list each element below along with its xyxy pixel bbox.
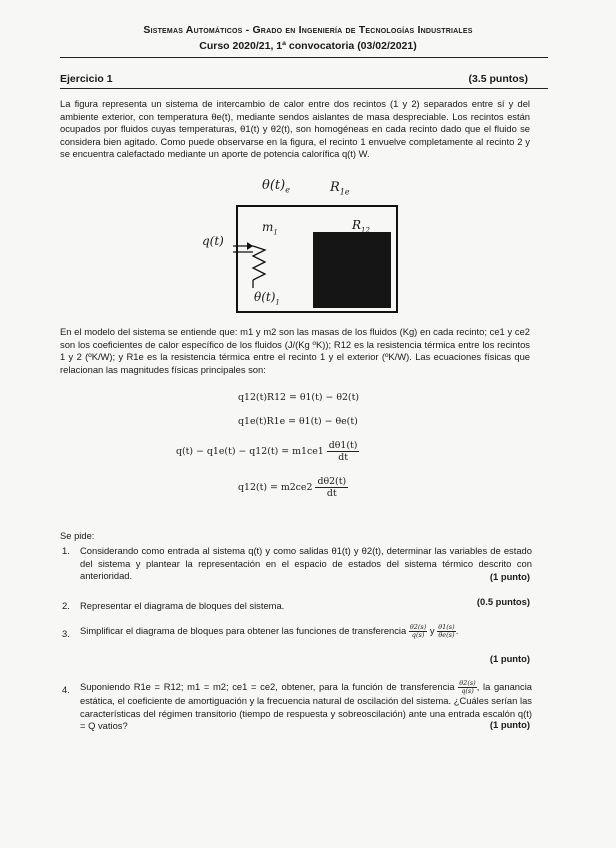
- equation-3: q(t) − q1e(t) − q12(t) = m1ce1 $\frac{d\theta 1(t)}{dt}$: [176, 440, 358, 463]
- exercise-points: (3.5 puntos): [468, 73, 528, 85]
- question-2-number: 2.: [62, 600, 70, 611]
- question-1-points: (1 punto): [489, 571, 530, 582]
- enclosure-2: [313, 232, 391, 308]
- question-4-number: 4.: [62, 684, 70, 695]
- label-r1e: $R_{1e}$: [330, 180, 350, 197]
- tf-theta2-q: $\frac{\theta 2(s)}{q(s)}$: [409, 623, 427, 640]
- question-1-number: 1.: [62, 545, 70, 556]
- label-theta1: $\theta(t)_1$: [254, 290, 280, 307]
- equation-4: q12(t) = m2ce2 $\frac{d\theta 2(t)}{dt}$: [238, 476, 347, 499]
- intro-paragraph: La figura representa un sistema de intercambio de calor entre dos recintos (1 y 2) separados entre sí y del ambiente exterior, con temperatura θe(t), mediante sendos aislantes de masa despreciable. Los recintos están ocupados por fluidos cuyas temperaturas, θ1(t) y θ2(t), son homogéneas en cada recinto dado que el fluido se considera bien agitado. Como puede observarse en la figura, el recinto 1 envuelve completamente al recinto 2 y se encuentra calefactado mediante un aporte de potencia calorífica q(t) W.: [60, 98, 530, 160]
- exam-header-course: Curso 2020/21, 1ª convocatoria (03/02/2021): [199, 40, 417, 52]
- equation-2: q1e(t)R1e = θ1(t) − θe(t): [238, 416, 358, 427]
- question-3-number: 3.: [62, 628, 70, 639]
- question-3-line: Simplificar el diagrama de bloques para obtener las funciones de transferencia $\frac{\theta 2(s)}{q(s)}$ y $\frac{\theta 1(s)}{\theta e(s)}$ .: [80, 623, 459, 640]
- question-4-points: (1 punto): [489, 719, 530, 730]
- question-3-points: (1 punto): [489, 653, 530, 664]
- heat-exchange-figure: [195, 180, 405, 320]
- label-m1: $m_1$: [262, 220, 278, 237]
- exam-header-title: Sistemas Automáticos - Grado en Ingeniería de Tecnologías Industriales: [143, 24, 473, 36]
- question-4-text: Suponiendo R1e = R12; m1 = m2; ce1 = ce2, obtener, para la función de transferencia $\frac{\theta 2(s)}{q(s)}$ , la ganancia estática, el coeficiente de amortiguación y la frecuencia natural de oscilación del sistema. ¿Cuáles serían las características del régimen transitorio (tiempo de respuesta y sobreoscilación) ante una entrada escalón q(t) = Q vatios?: [80, 679, 533, 732]
- label-theta-e: $\theta(t)_e$: [262, 178, 290, 195]
- tf-theta1-thetae: $\frac{\theta 1(s)}{\theta e(s)}$: [438, 623, 455, 640]
- tf-theta2-q-q4: $\frac{\theta 2(s)}{q(s)}$: [459, 679, 476, 695]
- equation-1: q12(t)R12 = θ1(t) − θ2(t): [238, 392, 360, 403]
- label-q: q(t): [202, 234, 224, 248]
- exercise-rule: [60, 88, 548, 89]
- question-3-text: Simplificar el diagrama de bloques para obtener las funciones de transferencia: [80, 625, 407, 636]
- question-2-text: Representar el diagrama de bloques del sistema.: [80, 600, 285, 611]
- label-r12: $R_{12}$: [352, 218, 370, 235]
- se-pide-label: Se pide:: [60, 530, 95, 541]
- model-paragraph: En el modelo del sistema se entiende que: m1 y m2 son las masas de los fluidos (Kg) en cada recinto; ce1 y ce2 son los coeficientes de calor específico de los fluidos (J/(Kg ºK)); R12 es la resistencia térmica entre los recintos 1 y 2 (ºK/W); y R1e es la resistencia térmica entre el recinto 1 y el exterior (ºK/W). Las ecuaciones físicas que relacionan las magnitudes físicas principales son:: [60, 326, 530, 375]
- question-2-points: (0.5 puntos): [476, 596, 530, 607]
- exercise-title: Ejercicio 1: [60, 73, 113, 85]
- question-1-text: Considerando como entrada al sistema q(t) y como salidas θ1(t) y θ2(t), determinar las variables de estado del sistema y plantear la representación en el espacio de estados del sistema térmico descrito con anterioridad.: [80, 545, 532, 582]
- heat-input-arrow-icon: [247, 242, 253, 250]
- header-rule: [60, 57, 548, 58]
